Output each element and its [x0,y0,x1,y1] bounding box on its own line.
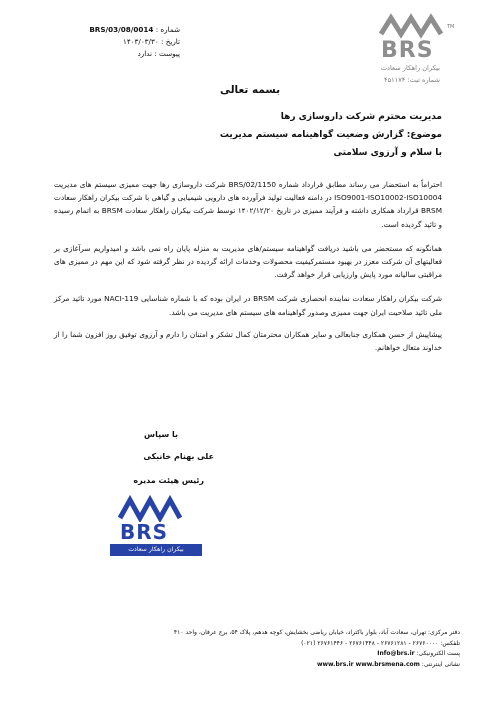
addressee-block [52,108,442,162]
stamp-mark-icon [100,492,210,522]
signatory-title: رئیس هیئت مدیره [133,476,204,485]
logo-wordmark: BRS [381,38,434,63]
footer-email[interactable]: Info@brs.ir [377,650,415,658]
footer-email-row [40,649,460,660]
body-paragraph-3: شرکت بیکران راهکار سعادت نماینده انحصاری شرکت BRSM در ایران بوده که با شماره شناسایی NACI-119 مورد تائید مرکز ملی تائید صلاحیت ایران جهت ممیزی وصدور گواهینامه های سیستم های مدیریت می باشد. [54,294,442,317]
letter-footer [40,628,460,670]
footer-web-row [40,660,460,671]
footer-web-label: نشانی اینترنتی: [421,660,460,668]
footer-website[interactable]: www.brs.ir www.brsmena.com [316,660,420,668]
body-paragraph-1: احتراماً به استحضار می رساند مطابق قرارداد شماره BRS/02/1150 شرکت داروسازی رها جهت ممیزی سیستم های مدیریت ISO9001-ISO10002-ISO10004 در دامنه فعالیت تولید فرآورده های دارویی شیمیایی و گیاهی با شرکت بیکران راهکار سعادت BRSM قرارداد همکاری داشته و فرآیند ممیزی در تاریخ ۱۴۰۲/۱۲/۲۰ توسط شرکت بیکران راهکار سعادت BRSM به اتمام رسیده و تائید گردیده است. [54,180,443,229]
signatory-name: علی بهنام خانبکی [143,452,214,461]
letter-attachment-row [60,48,180,60]
subject-line: موضوع: گزارش وضعیت گواهینامه سیستم مدیریت [219,130,442,140]
footer-address: دفتر مرکزی: تهران، سعادت آباد، بلوار باکتراد، خیابان ریاضی بخشایش، کوچه هدهم، پلاک ۵۴، برج عرفان، واحد ۴۱۰ [173,629,460,636]
letter-body [54,178,442,365]
letter-meta [60,24,180,60]
letter-attachment: ندارد [137,49,153,58]
letter-number-label: شماره : [155,25,180,34]
greeting-line: با سلام و آرزوی سلامتی [333,148,442,158]
logo-registration: شماره ثبت: ۴۵۱۱۷۴ [384,76,440,84]
footer-phones: تلفکس: ۲۶۷۶۰۰۰۰ - ۲۶۷۶۱۲۸۱ - ۲۶۷۶۱۴۴۸ - ۲۶۷۶۱۴۴۶ (۰۲۱) [301,639,460,647]
letter-attachment-label: پیوست : [154,49,180,58]
basmala-heading: بسمه تعالی [219,84,281,96]
trademark-mark: TM [447,24,455,30]
stamp-caption: بیکران راهکار سعادت [110,544,202,556]
company-logo [335,12,460,87]
body-paragraph-2: همانگونه که مستحضر می باشید دریافت گواهینامه سیستم/های مدیریت به منزله پایان راه نمی باشد و امیدواریم سرآغازی بر فعالیتهای آن شرکت معزز در بهبود مستمرکیفیت محصولات وخدمات ارائه گردیده در نظر گرفته شود که این مهم در ممیزی های مراقبتی سالیانه مورد پایش وارزیابی قرار خواهد گرفت. [54,243,442,280]
signature-block [100,420,240,560]
stamp-wordmark: BRS [120,520,169,544]
company-stamp [100,492,210,562]
letter-number-row [60,24,180,36]
letter-number: BRS/03/08/0014 [89,25,154,34]
recipient-line: مدیریت محترم شرکت داروسازی رها [280,112,442,122]
logo-company-name: بیکران راهکار سعادت [380,64,440,72]
letter-date: ۱۴۰۳/۰۳/۳۰ [122,37,159,46]
signature-closing: با سپاس [144,430,178,439]
footer-email-label: پست الکترونیکی: [416,650,460,658]
letter-date-label: تاریخ : [160,37,180,46]
letter-date-row [60,36,180,48]
body-paragraph-4: پیشاپیش از حسن همکاری جنابعالی و سایر همکاران محترمتان کمال تشکر و امتنان را دارم و آرزوی توفیق روز افزون شما را از خداوند متعال خواهانم. [54,329,442,353]
